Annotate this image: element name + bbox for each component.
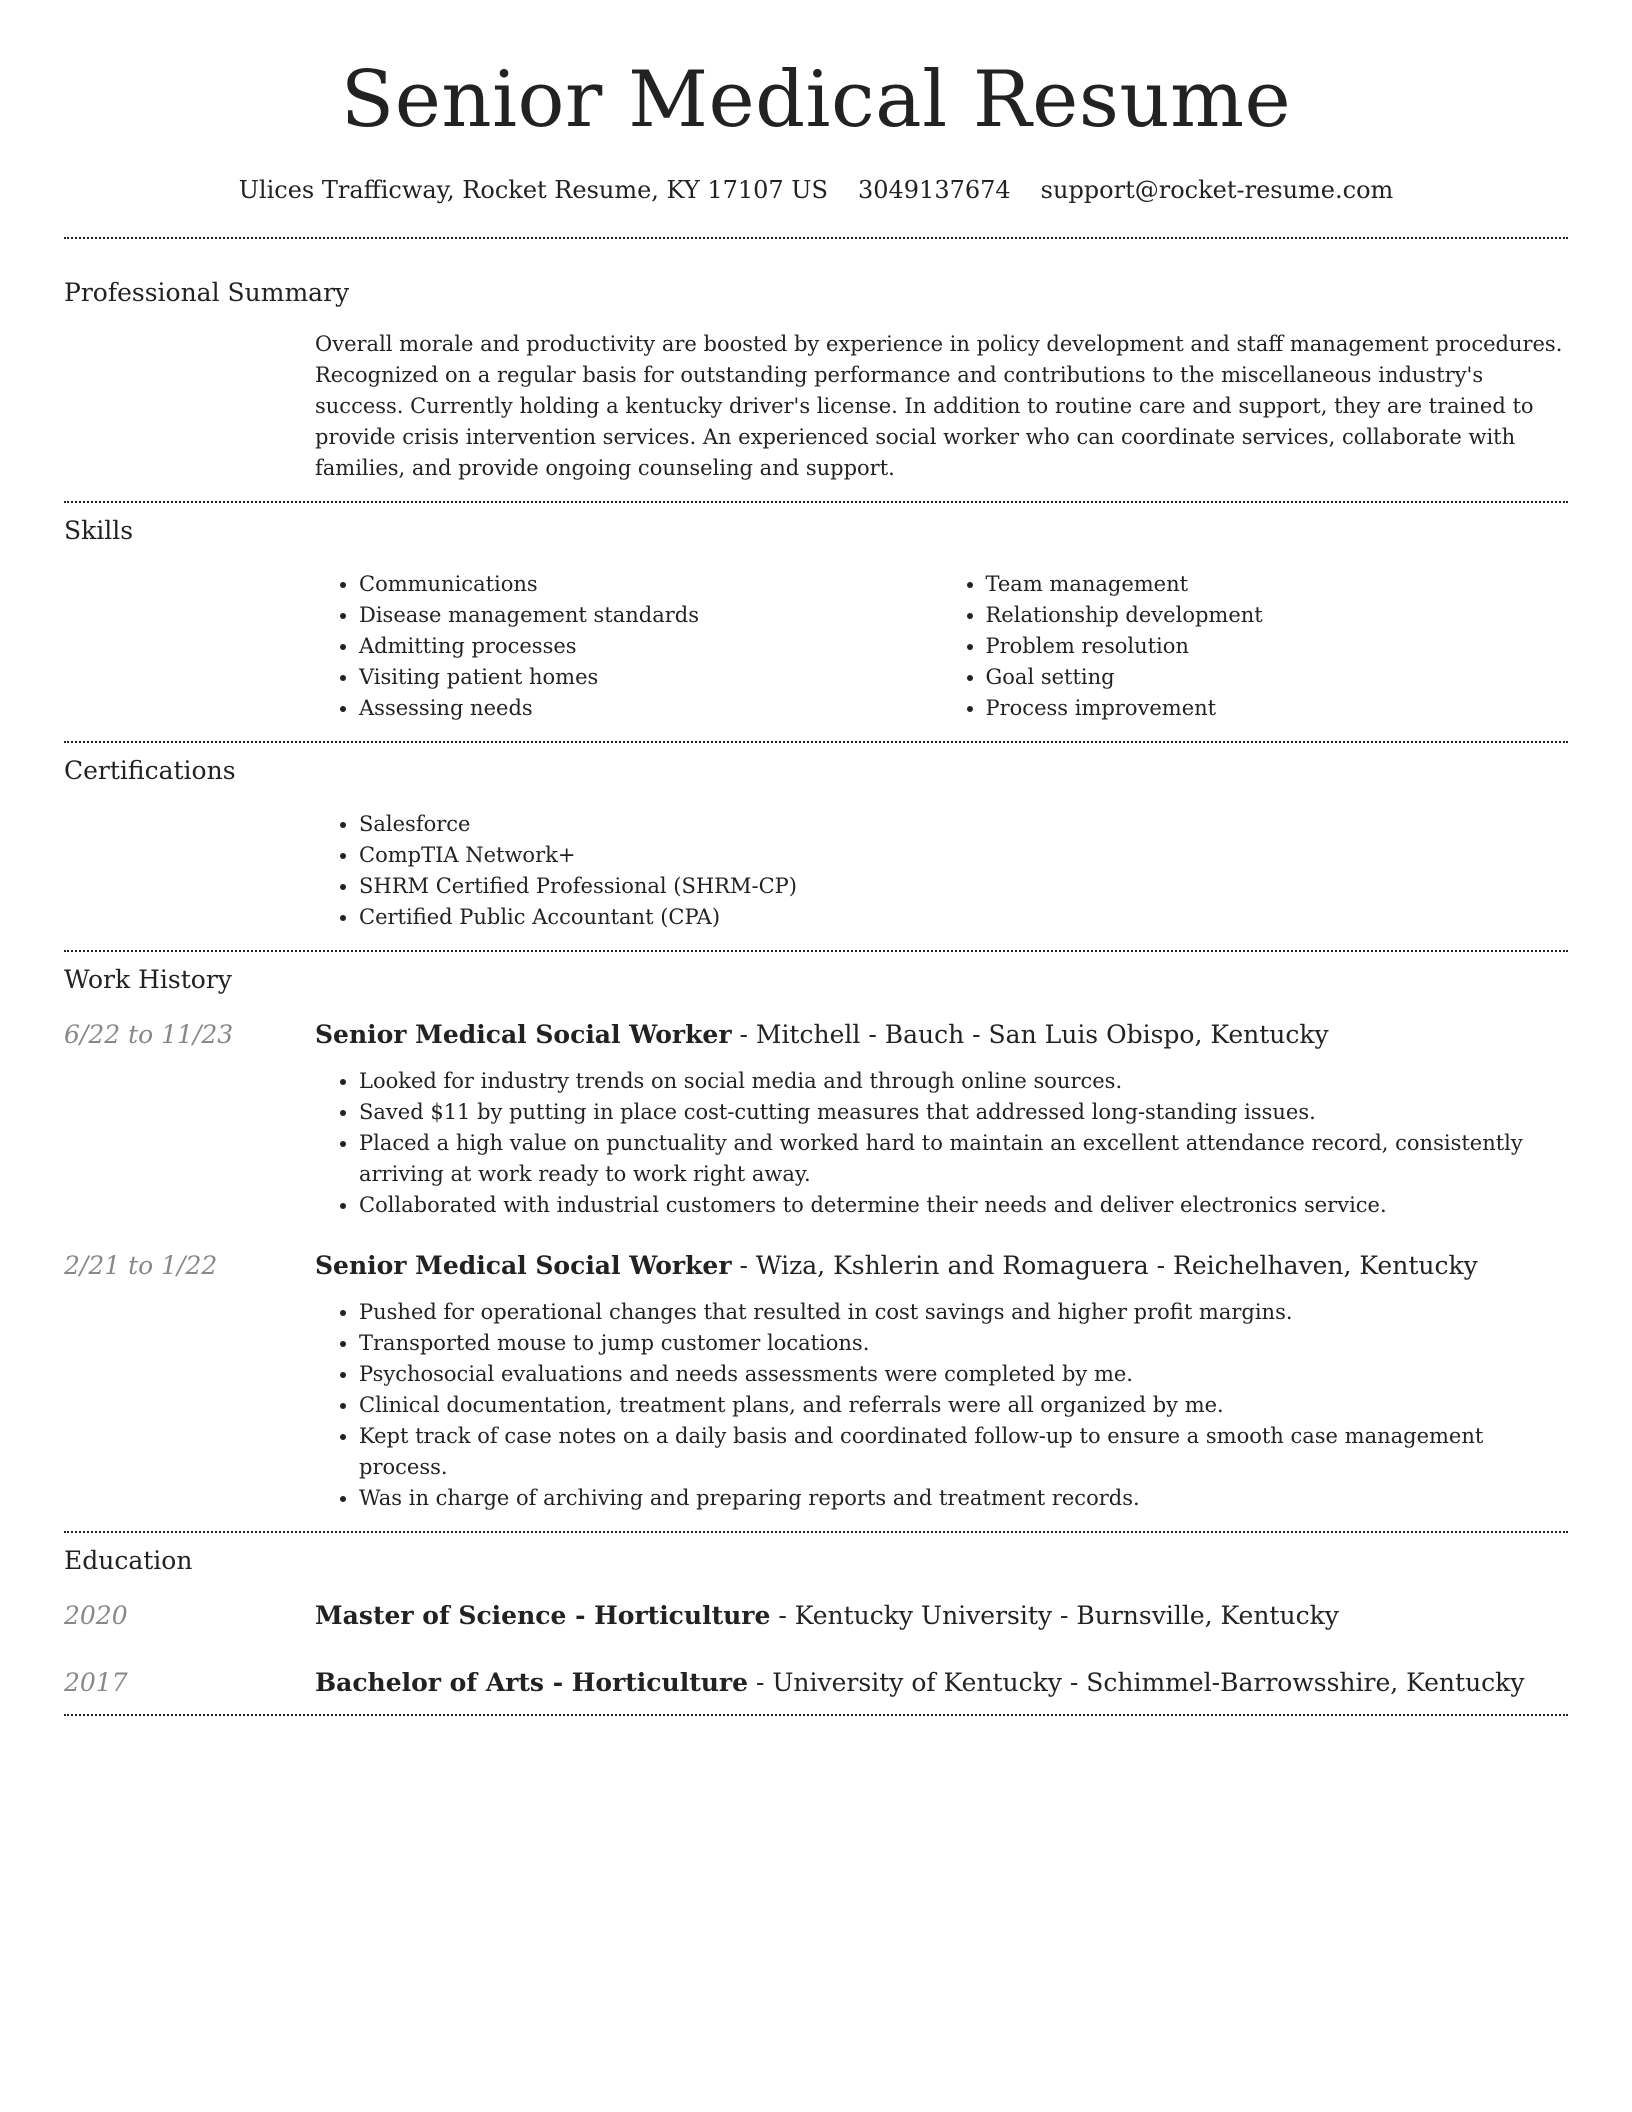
education-school: - University of Kentucky - Schimmel-Barrowsshire, Kentucky — [748, 1668, 1525, 1697]
resume-title: Senior Medical Resume — [340, 55, 1292, 145]
job-bullet: • Collaborated with industrial customers to determine their needs and deliver electronics service. — [359, 1190, 1568, 1221]
skill-item: • Problem resolution — [986, 631, 1569, 662]
job-heading — [315, 1018, 1329, 1052]
education-year: 2017 — [64, 1668, 128, 1697]
divider — [64, 1714, 1568, 1716]
education-section — [64, 1533, 1568, 1700]
job-bullet: • Was in charge of archiving and preparing reports and treatment records. — [359, 1483, 1568, 1514]
summary-text: Overall morale and productivity are boosted by experience in policy development and staff management procedures. Recognized on a regular basis for outstanding performance and contributions to the miscellaneous industry's success. Currently holding a kentucky driver's license. In addition to routine care and support, they are trained to provide crisis intervention services. An experienced social worker who can coordinate services, collaborate with families, and provide ongoing counseling and support. — [315, 332, 1563, 480]
job-role: Senior Medical Social Worker — [315, 1251, 732, 1280]
skills-column-2 — [942, 569, 1569, 724]
job-entry — [64, 1249, 1568, 1514]
education-heading: Education — [64, 1546, 193, 1575]
skills-section — [64, 503, 1568, 724]
job-bullets — [315, 1297, 1568, 1514]
education-entry — [64, 1666, 1568, 1700]
skill-item: • Relationship development — [986, 600, 1569, 631]
contact-line — [64, 174, 1568, 206]
skill-item: • Disease management standards — [359, 600, 942, 631]
resume-page — [64, 0, 1568, 1716]
education-heading-line — [315, 1666, 1524, 1700]
skills-heading: Skills — [64, 516, 134, 545]
job-bullet: • Kept track of case notes on a daily basis and coordinated follow-up to ensure a smooth case management process. — [359, 1421, 1568, 1483]
education-heading-line — [315, 1599, 1339, 1633]
skills-list — [315, 569, 1568, 724]
work-history-heading: Work History — [64, 965, 232, 994]
skill-item: • Team management — [986, 569, 1569, 600]
certification-item: • CompTIA Network+ — [359, 840, 1568, 871]
education-entry — [64, 1599, 1568, 1633]
education-degree: Master of Science - Horticulture — [315, 1601, 771, 1630]
skill-item: • Goal setting — [986, 662, 1569, 693]
job-dates: 2/21 to 1/22 — [64, 1251, 218, 1280]
job-heading — [315, 1249, 1478, 1283]
education-degree: Bachelor of Arts - Horticulture — [315, 1668, 748, 1697]
job-bullets — [315, 1066, 1568, 1221]
job-role: Senior Medical Social Worker — [315, 1020, 732, 1049]
job-bullet: • Psychosocial evaluations and needs assessments were completed by me. — [359, 1359, 1568, 1390]
work-history-section — [64, 952, 1568, 1514]
certification-item: • Certified Public Accountant (CPA) — [359, 902, 1568, 933]
skill-item: • Assessing needs — [359, 693, 942, 724]
skill-item: • Process improvement — [986, 693, 1569, 724]
skill-item: • Visiting patient homes — [359, 662, 942, 693]
skill-item: • Admitting processes — [359, 631, 942, 662]
summary-heading: Professional Summary — [64, 278, 350, 307]
certifications-heading: Certifications — [64, 756, 236, 785]
skills-column-1 — [315, 569, 942, 724]
email-text: support@rocket-resume.com — [1040, 176, 1394, 204]
job-bullet: • Pushed for operational changes that resulted in cost savings and higher profit margins. — [359, 1297, 1568, 1328]
education-school: - Kentucky University - Burnsville, Kentucky — [770, 1601, 1339, 1630]
job-employer: - Mitchell - Bauch - San Luis Obispo, Kentucky — [731, 1020, 1329, 1049]
address-text: Ulices Trafficway, Rocket Resume, KY 17107 US — [238, 176, 828, 204]
job-entry — [64, 1018, 1568, 1221]
education-year: 2020 — [64, 1601, 128, 1630]
job-employer: - Wiza, Kshlerin and Romaguera - Reichelhaven, Kentucky — [731, 1251, 1478, 1280]
job-bullet: • Clinical documentation, treatment plans, and referrals were all organized by me. — [359, 1390, 1568, 1421]
certifications-section — [64, 743, 1568, 933]
job-bullet: • Saved $11 by putting in place cost-cutting measures that addressed long-standing issues. — [359, 1097, 1568, 1128]
phone-text: 3049137674 — [857, 176, 1011, 204]
job-bullet: • Placed a high value on punctuality and worked hard to maintain an excellent attendance record, consistently arriving at work ready to work right away. — [359, 1128, 1568, 1190]
job-dates: 6/22 to 11/23 — [64, 1020, 234, 1049]
job-bullet: • Transported mouse to jump customer locations. — [359, 1328, 1568, 1359]
certification-item: • SHRM Certified Professional (SHRM-CP) — [359, 871, 1568, 902]
job-bullet: • Looked for industry trends on social media and through online sources. — [359, 1066, 1568, 1097]
summary-section — [64, 239, 1568, 484]
skill-item: • Communications — [359, 569, 942, 600]
certifications-list — [315, 809, 1568, 933]
certification-item: • Salesforce — [359, 809, 1568, 840]
